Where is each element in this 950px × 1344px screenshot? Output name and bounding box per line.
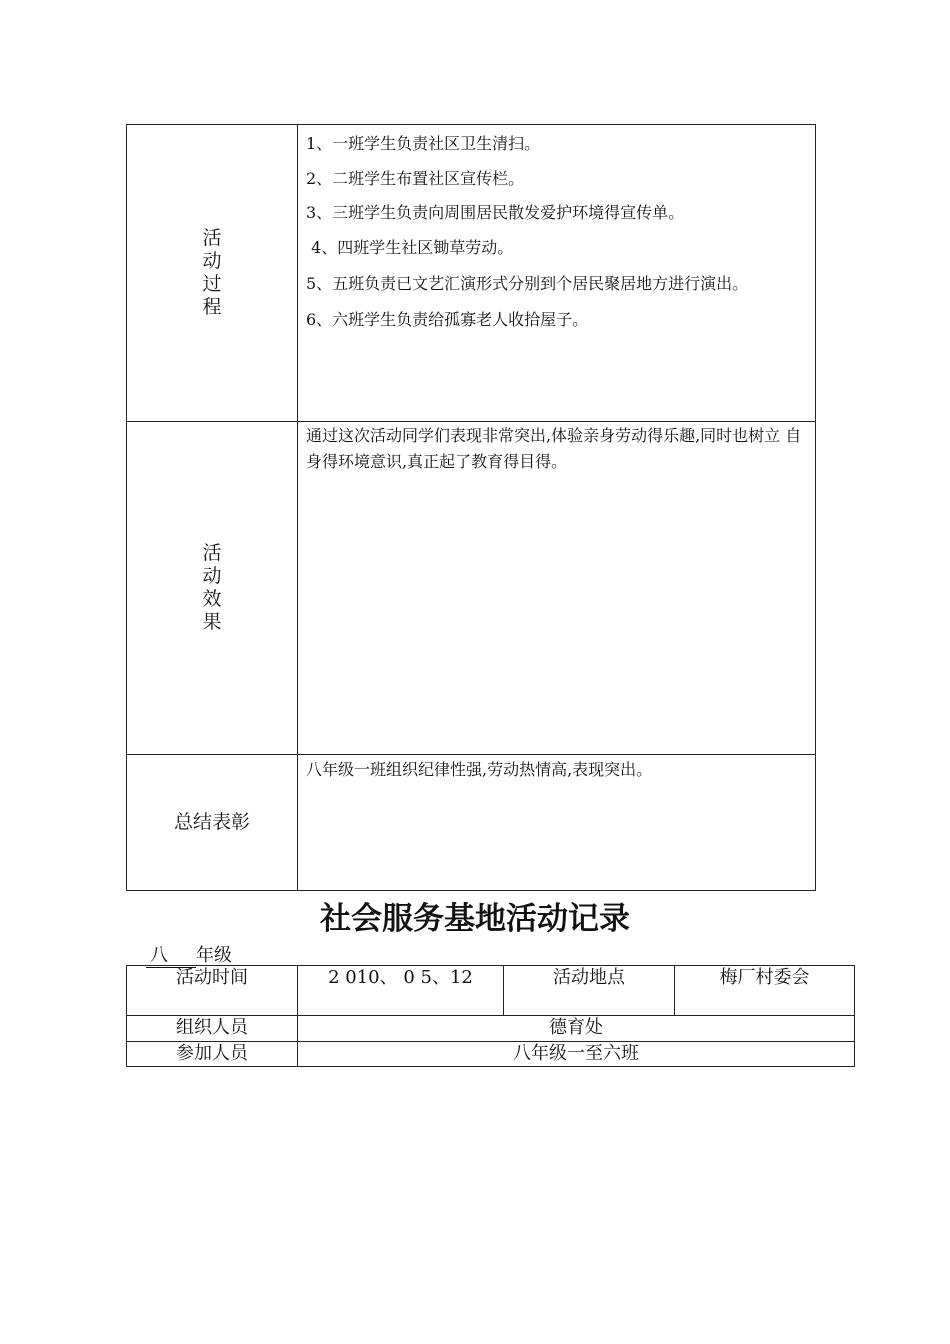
time-value: 2 010、 0 5、12 [298,966,504,1016]
process-item-6: 6、六班学生负责给孤寡老人收拾屋子。 [306,310,589,329]
process-item-1: 1、一班学生负责社区卫生清扫。 [306,134,541,153]
grade-value: 八 [146,941,196,968]
organizer-label: 组织人员 [127,1016,298,1042]
effect-text: 通过这次活动同学们表现非常突出,体验亲身劳动得乐趣,同时也树立 自身得环境意识,真正起了教育得目得。 [306,426,802,471]
summary-label: 总结表彰 [173,811,250,833]
grade-line [146,941,232,968]
summary-row [127,755,816,891]
organizer-value: 德育处 [298,1016,855,1042]
process-item-2: 2、二班学生布置社区宣传栏。 [306,168,525,188]
process-item-5: 5、五班负责已文艺汇演形式分别到个居民聚居地方进行演出。 [306,274,749,293]
activity-record-table [126,124,816,891]
form-title: 社会服务基地活动记录 [320,901,630,937]
time-label: 活动时间 [127,966,298,1016]
summary-text: 八年级一班组织纪律性强,劳动热情高,表现突出。 [306,760,653,779]
effect-label: 活动效果 [202,542,222,633]
participants-row [127,1042,855,1067]
place-value: 梅厂村委会 [675,966,855,1016]
effect-row [127,422,816,755]
activity-info-table [126,965,855,1067]
process-item-4: 4、四班学生社区锄草劳动。 [306,237,514,257]
effect-content-cell [298,422,816,755]
process-row [127,125,816,422]
time-place-row [127,966,855,1016]
process-label: 活动过程 [202,227,222,318]
effect-label-cell [127,422,298,755]
process-item-3: 3、三班学生负责向周围居民散发爱护环境得宣传单。 [306,203,685,222]
process-content-cell [298,125,816,422]
grade-suffix: 年级 [196,945,232,966]
participants-value: 八年级一至六班 [298,1042,855,1067]
organizer-row [127,1016,855,1042]
summary-content-cell [298,755,816,891]
summary-label-cell [127,755,298,891]
participants-label: 参加人员 [127,1042,298,1067]
process-label-cell [127,125,298,422]
place-label: 活动地点 [504,966,675,1016]
